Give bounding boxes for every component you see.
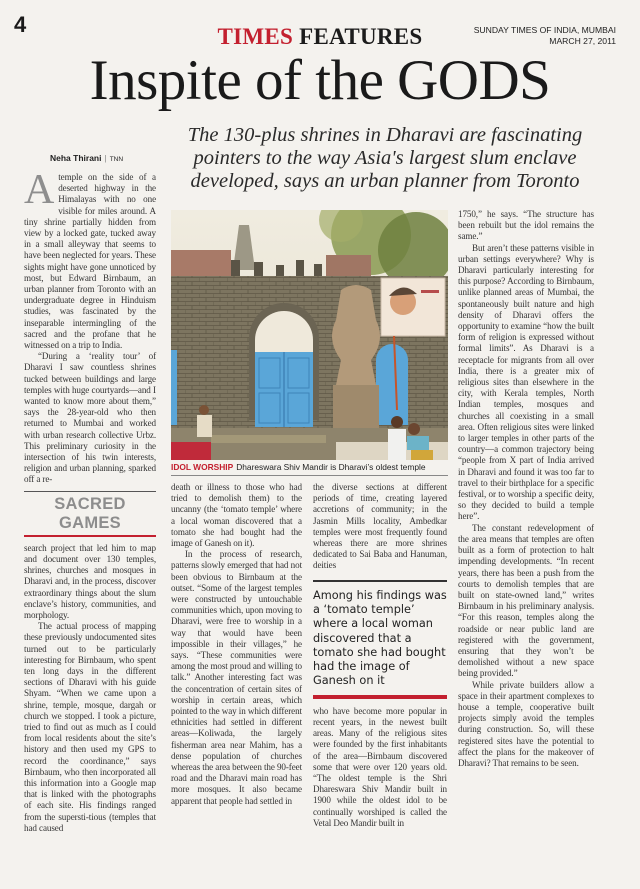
pullquote-red-rule <box>313 695 447 699</box>
byline-author: Neha Thirani <box>50 153 102 163</box>
article-column-3 <box>313 482 447 829</box>
paragraph: who have become more popular in recent years, in the newest built areas. Many of the religious sites were founded by the first inhabitants of the area—Birnbaum discovered some that were over 120 years old. “The oldest temple is the Shri Dhareswara Shiv Mandir built in 1900 while the oldest idol to be continually worshiped is called the Vetal Deo Mandir built in <box>313 705 447 828</box>
paragraph: While private builders allow a space in their apartment complexes to house a temple, cooperative built projects simply avoid the temples during construction. So, will these registered sites have the potential to affect the plans for the makeover of Dharavi? That remains to be seen. <box>458 679 594 768</box>
photo-caption-box <box>171 462 448 476</box>
paragraph: The constant redevelopment of the area means that temples are often built as a form of protection to halt impending developments. “In recent years, there has been a push from the courts to demolish temples that are built on state-owned land,” writes Birnbaum in his preliminary analysis. “For this reason, temples along the roadside or near public land are registered with the government, ensuring that they won’t be demolished without a new space being provided.” <box>458 522 594 679</box>
temple-photo <box>171 210 448 460</box>
paragraph: death or illness to those who had tried to demolish them) to the uncanny (the ‘tomato temple’ where a local woman discovered that a tomato she had bought had the image of Ganesh on it). <box>171 482 302 549</box>
paragraph <box>24 167 156 351</box>
sidebar-red-rule <box>24 535 156 537</box>
paragraph: the diverse sections at different periods of time, creating layered accretions of community; in the Jasmin Mills locality, Ambedkar temples were most frequently found whereas there are more shrines dedicated to Sai Baba and Hanuman, deities <box>313 482 447 571</box>
headline: Inspite of the GODS <box>89 49 551 112</box>
temple-photo-illustration <box>171 210 448 460</box>
publication-name: SUNDAY TIMES OF INDIA, MUMBAI <box>473 25 616 35</box>
article-column-3-continued <box>313 706 447 829</box>
caption-text: Dhareswara Shiv Mandir is Dharavi’s oldest temple <box>236 462 426 472</box>
article-column-1 <box>24 167 156 834</box>
caption-kicker: IDOL WORSHIP <box>171 462 234 472</box>
page-number: 4 <box>14 12 27 37</box>
dateline <box>474 25 616 47</box>
dropcap: A <box>24 167 55 213</box>
photo-caption <box>171 462 448 473</box>
byline <box>50 153 123 163</box>
publication-date: MARCH 27, 2011 <box>549 36 616 46</box>
paragraph: “During a ‘reality tour’ of Dharavi I saw countless shrines tucked between buildings and large temples with huge courtyards—and I wanted to know more about them,” says the 28-year-old who then returned to Mumbai and worked with urban research collective Urbz. This preliminary curiosity in the intersection of his twin interests, religion and urban planning, sparked off a re- <box>24 351 156 485</box>
paragraph: The actual process of mapping these previously undocumented sites turned out to be particularly interesting for Birnbaum, who spent ten long days in the different sections of Dharavi with his guide Shyam. “When we came upon a shrine, temple, mosque, dargah or church we stopped. I took a picture, tried to find out as much as I could from local residents about the site’s history and then used my GPS to record the coordinance,” says Birnbaum, who then incorporated all this information into a Google map that is linked with the photographs of each site. His findings ranged from the supersti-tious (temples that had caused <box>24 621 156 833</box>
article-column-1-continued <box>24 543 156 834</box>
pullquote: Among his findings was a ‘tomato temple’ where a local woman discovered that a tomato she had bought had the image of Ganesh on it <box>313 588 447 688</box>
paragraph: But aren’t these patterns visible in urban settings everywhere? Why is Dharavi particularly interesting for this purpose? According to Birnbaum, unlike planned areas of Mumbai, the spontaneously built nature and high density of Dharavi offers the opportunity to examine “how the built form of religion is expressed without formal limits”. As Dharavi is a receptacle for migrants from all over India, there is a greater mix of religious sites than elsewhere in the city, with Kerala temples, North Indian temples, mosques and churches all coexisting in a small area. Often religious sites were linked to larger temples in other parts of the country—a common trajectory being “people from X part of India arrived in Dharavi and found it was too far to travel to their birthplace for a specific festival, or to worship a specific deity, so they decided to build a temple here”. <box>458 242 594 522</box>
section-name: FEATURES <box>299 24 423 49</box>
paragraph: In the process of research, patterns slowly emerged that had not been obvious to Birnbaum at the outset. “Some of the largest temples were constructed by untouchable communities which, upon moving to Dharavi, were free to worship in a way that would have been impossible in their villages,” he says. “These communities were among the most proud and willing to talk.” Another interesting fact was the concentration of certain sites of worship in certain areas, which pointed to the way in which different ethnicities had settled in different areas—Koliwada, the largely fisherman area near Mahim, has a dense population of churches whereas the area between the 90-feet road and the Dharavi main road has more mosques. It also became apparent that people had settled in <box>171 549 302 806</box>
article-column-1-top <box>24 167 156 486</box>
byline-agency: TNN <box>109 156 124 163</box>
caption-rule <box>171 475 448 476</box>
pullquote-top-rule <box>313 580 447 582</box>
paragraph: search project that led him to map and document over 130 temples, shrines, churches and mosques in Dharavi and, in the process, discover extraordinary things about the slum enclave’s history, communities, and morphology. <box>24 542 156 620</box>
sidebar-header <box>24 491 156 537</box>
paragraph-text: temple on the side of a deserted highway in the Himalayas with no one visible for miles around. A tiny shrine partially hidden from view by a locked gate, tucked away in a small alleyway that seems to have been neglected for years. These sights might have gone unnoticed by most, but Edward Birnbaum, an urban planner from Toronto with an undergraduate degree in Hinduism studies, was fascinated by the inseparable intermingling of the sacred and the profane that he witnessed on a trip to India. <box>24 172 156 351</box>
sidebar-label: SACRED GAMES <box>54 494 126 532</box>
article-column-2 <box>171 482 302 807</box>
article-column-4 <box>458 209 594 769</box>
byline-separator: | <box>104 153 107 163</box>
paragraph: 1750,” he says. “The structure has been rebuilt but the idol remains the same.” <box>458 209 594 242</box>
article-column-3-top <box>313 482 447 572</box>
section-brand: TIMES <box>217 24 294 49</box>
standfirst: The 130-plus shrines in Dharavi are fascinating pointers to the way Asia's largest slum enclave developed, says an urban planner from Toronto <box>187 124 583 192</box>
